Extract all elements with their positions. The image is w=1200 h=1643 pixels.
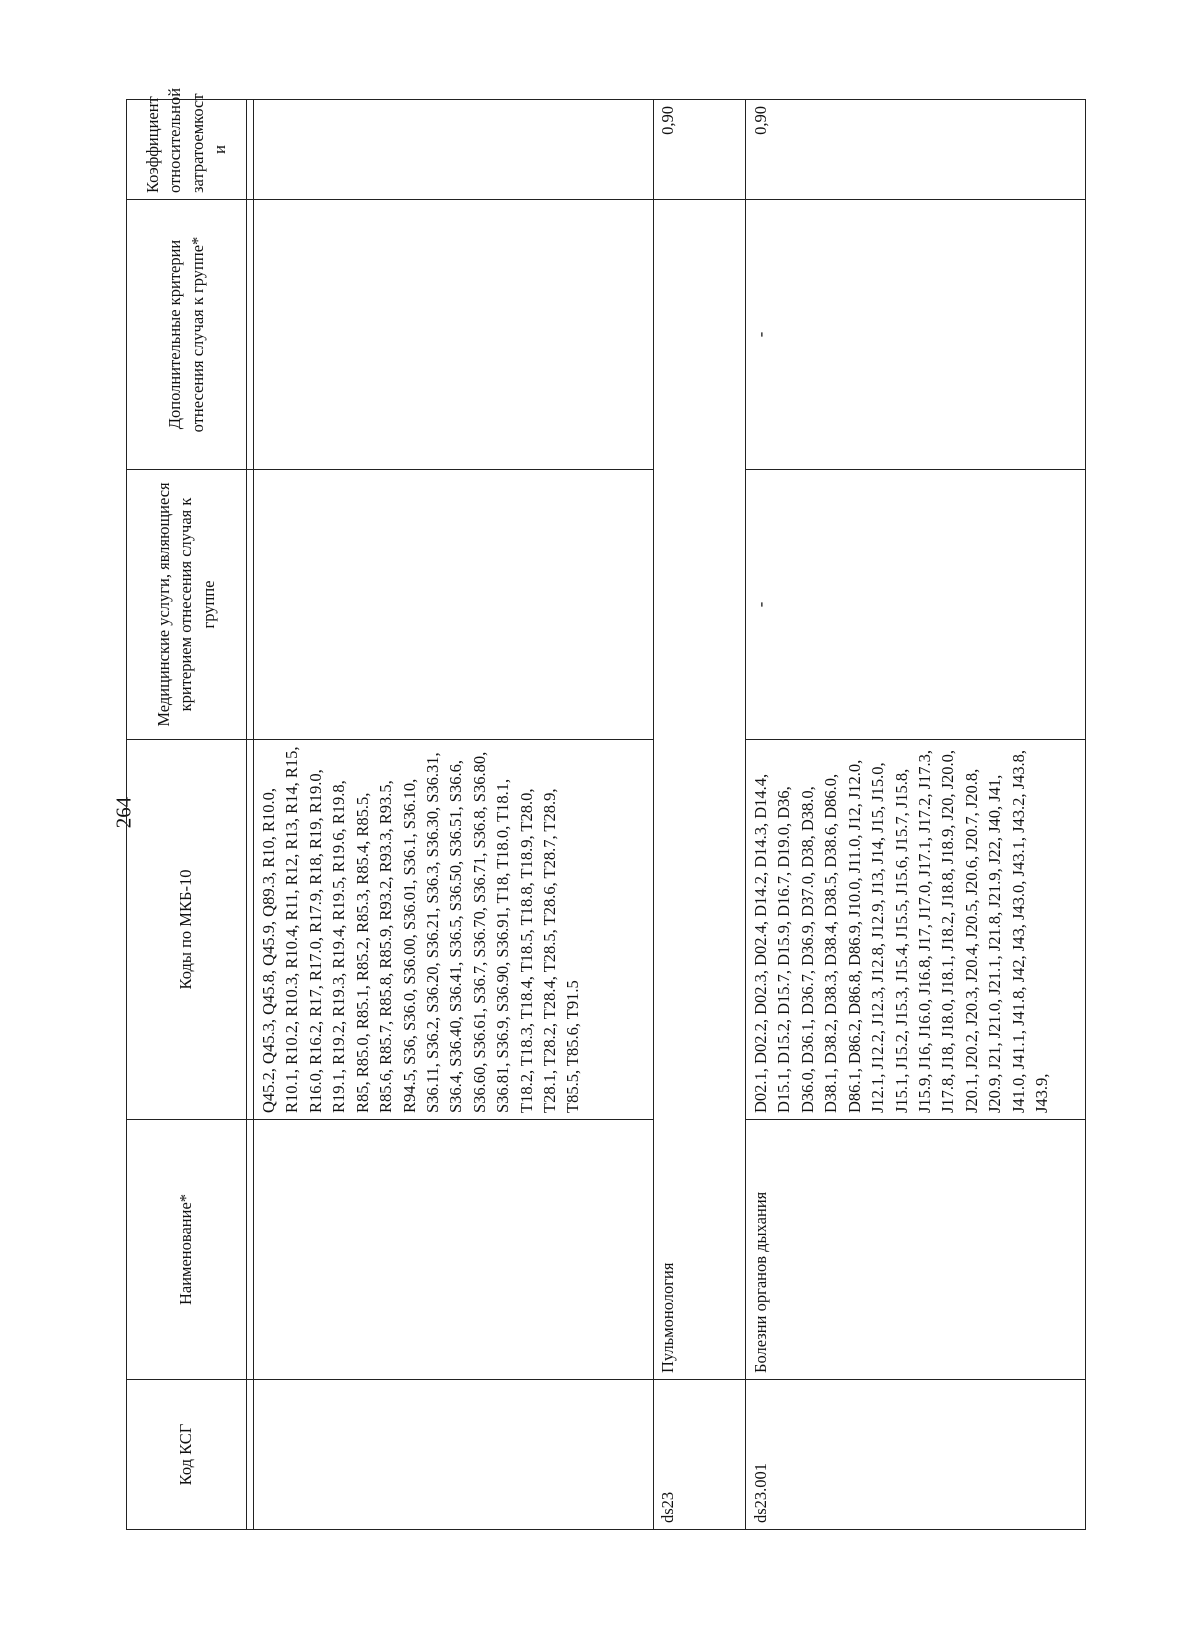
group-code: ds23.001 bbox=[746, 1380, 1086, 1530]
group-icd: D02.1, D02.2, D02.3, D02.4, D14.2, D14.3, D14.4, D15.1, D15.2, D15.7, D15.9, D16.7, D19.0, D36, D36.0, D36.1, D36.7, D36.9, D37.0, D38, D38.0, D38.1, D38.2, D38.3, D38.4, D38.5, D38.6, D86.0, D86.1, D86.2, D86.8, D86.9, J10.0, J11.0, J12, J12.0, J12.1, J12.2, J12.3, J12.8, J12.9, J13, J14, J15, J15.0, J15.1, J15.2, J15.3, J15.4, J15.5, J15.6, J15.7, J15.8, J15.9, J16, J16.0, J16.8, J17, J17.0, J17.1, J17.2, J17.3, J17.8, J18, J18.0, J18.1, J18.2, J18.8, J18.9, J20, J20.0, J20.1, J20.2, J20.3, J20.4, J20.5, J20.6, J20.7, J20.8, J20.9, J21, J21.0, J21.1, J21.8, J21.9, J22, J40, J41, J41.0, J41.1, J41.8, J42, J43, J43.0, J43.1, J43.2, J43.8, J43.9, bbox=[746, 740, 1086, 1120]
section-code: ds23 bbox=[654, 1380, 746, 1530]
table-row-continuation bbox=[254, 100, 654, 1530]
page-number: 264 bbox=[111, 796, 136, 829]
header-icd: Коды по МКБ-10 bbox=[127, 740, 247, 1120]
group-coef: 0,90 bbox=[746, 100, 1086, 200]
header-coef: Коэффициент относительной затратоемкост и bbox=[127, 100, 247, 200]
cell-name bbox=[254, 1120, 654, 1380]
section-coef: 0,90 bbox=[654, 100, 746, 200]
header-services: Медицинские услуги, являющиеся критерием отнесения случая к группе bbox=[127, 470, 247, 740]
header-criteria: Дополнительные критерии отнесения случая к группе* bbox=[127, 200, 247, 470]
group-services: - bbox=[746, 470, 1086, 740]
group-name: Болезни органов дыхания bbox=[746, 1120, 1086, 1380]
cell-coef bbox=[254, 100, 654, 200]
group-criteria: - bbox=[746, 200, 1086, 470]
cell-code bbox=[254, 1380, 654, 1530]
cell-services bbox=[254, 470, 654, 740]
cell-icd: Q45.2, Q45.3, Q45.8, Q45.9, Q89.3, R10, R10.0, R10.1, R10.2, R10.3, R10.4, R11, R12, R13, R14, R15, R16.0, R16.2, R17, R17.0, R17.9, R18, R19, R19.0, R19.1, R19.2, R19.3, R19.4, R19.5, R19.6, R19.8, R85, R85.0, R85.1, R85.2, R85.3, R85.4, R85.5, R85.6, R85.7, R85.8, R85.9, R93.2, R93.3, R93.5, R94.5, S36, S36.0, S36.00, S36.01, S36.1, S36.10, S36.11, S36.2, S36.20, S36.21, S36.3, S36.30, S36.31, S36.4, S36.40, S36.41, S36.5, S36.50, S36.51, S36.6, S36.60, S36.61, S36.7, S36.70, S36.71, S36.8, S36.80, S36.81, S36.9, S36.90, S36.91, T18, T18.0, T18.1, T18.2, T18.3, T18.4, T18.5, T18.8, T18.9, T28.0, T28.1, T28.2, T28.4, T28.5, T28.6, T28.7, T28.9, T85.5, T85.6, T91.5 bbox=[254, 740, 654, 1120]
table-header-row bbox=[127, 100, 247, 1530]
ksg-table bbox=[126, 87, 1086, 1530]
cell-criteria bbox=[254, 200, 654, 470]
ksg-table-container bbox=[126, 87, 1086, 1530]
separator-row bbox=[247, 100, 254, 1530]
header-name: Наименование* bbox=[127, 1120, 247, 1380]
table-row-group bbox=[746, 100, 1086, 1530]
table-row-section bbox=[654, 100, 746, 1530]
header-code: Код КСГ bbox=[127, 1380, 247, 1530]
section-name: Пульмонология bbox=[654, 200, 746, 1380]
